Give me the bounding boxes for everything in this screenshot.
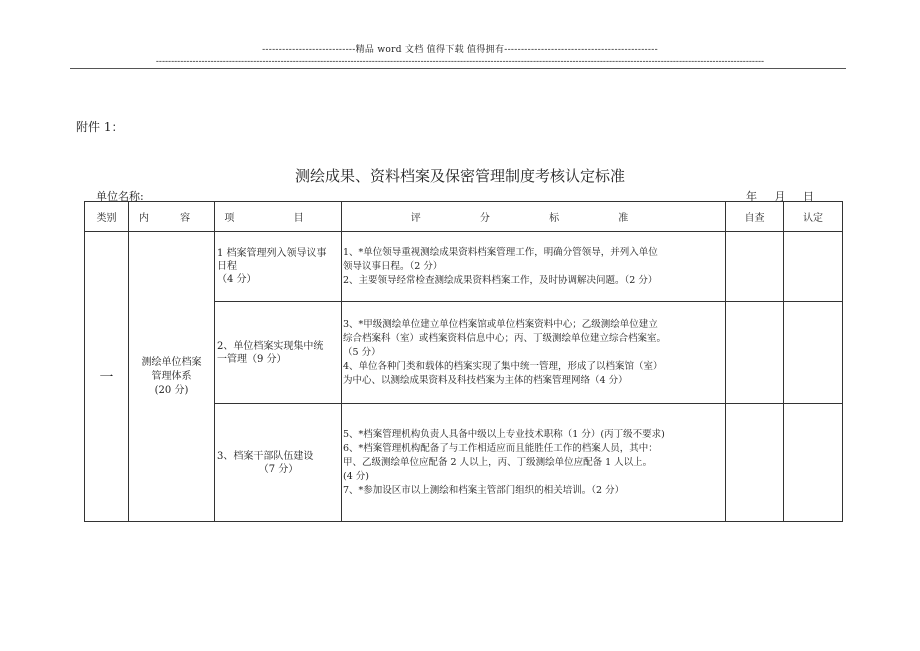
assessment-table bbox=[84, 201, 843, 522]
header-rule bbox=[70, 68, 846, 69]
content-line: 管理体系 bbox=[151, 370, 192, 382]
confirm-cell[interactable] bbox=[784, 302, 843, 404]
unit-name-label: 单位名称: bbox=[96, 190, 144, 203]
header-self-check: 自查 bbox=[726, 202, 784, 232]
criteria-cell: 5、*档案管理机构负责人具备中级以上专业技术职称（1 分）(丙丁级不要求) 6、*档案管理机构配备了与工作相适应而且能胜任工作的档案人员，其中： 甲、乙级测绘单位应配备 2 人以上，丙、丁级测绘单位应配备 1 人以上。 (4 分) 7、*参加设区市以上测绘和档案主管部门组织的相关培训。（2 分） bbox=[342, 404, 726, 522]
criteria-cell: 1、*单位领导重视测绘成果资料档案管理工作，明确分管领导，并列入单位 领导议事日程。（2 分） 2、主要领导经常检查测绘成果资料档案工作，及时协调解决问题。（2 分） bbox=[342, 232, 726, 302]
confirm-cell[interactable] bbox=[784, 232, 843, 302]
header-category: 类别 bbox=[85, 202, 129, 232]
content-line: 测绘单位档案 bbox=[141, 356, 202, 368]
header-item: 项 目 bbox=[215, 202, 342, 232]
content-points: (20 分) bbox=[154, 384, 189, 396]
item-cell: 3、档案干部队伍建设 （7 分） bbox=[215, 404, 342, 522]
category-cell: 一 bbox=[85, 232, 129, 522]
document-title: 测绘成果、资料档案及保密管理制度考核认定标准 bbox=[294, 167, 625, 185]
item-cell: 2、单位档案实现集中统 一管理（9 分） bbox=[215, 302, 342, 404]
attachment-label: 附件 1： bbox=[76, 120, 124, 134]
table-header-row bbox=[85, 202, 843, 232]
self-check-cell[interactable] bbox=[726, 232, 784, 302]
date-label: 年 月 日 bbox=[746, 190, 814, 203]
header-banner: ----------------------------精品 word 文档 值得下载 值得拥有---------------------------------------------- bbox=[262, 45, 658, 55]
self-check-cell[interactable] bbox=[726, 404, 784, 522]
header-content: 内 容 bbox=[129, 202, 215, 232]
self-check-cell[interactable] bbox=[726, 302, 784, 404]
criteria-cell: 3、*甲级测绘单位建立单位档案馆或单位档案资料中心；乙级测绘单位建立 综合档案科（室）或档案资料信息中心；丙、丁级测绘单位建立综合档案室。 （5 分） 4、单位各种门类和载体的档案实现了集中统一管理，形成了以档案馆（室） 为中心、以测绘成果资料及科技档案为主体的档案管理网络（4 分） bbox=[342, 302, 726, 404]
item-cell: 1 档案管理列入领导议事 日程 （4 分） bbox=[215, 232, 342, 302]
header-criteria: 评 分 标 准 bbox=[342, 202, 726, 232]
header-dashes: -------------------------------------------------------------------------------------------------------------------------------------------------------------------------------------------------------- bbox=[155, 57, 765, 67]
confirm-cell[interactable] bbox=[784, 404, 843, 522]
table-row bbox=[85, 232, 843, 302]
header-confirm: 认定 bbox=[784, 202, 843, 232]
content-cell bbox=[129, 232, 215, 522]
